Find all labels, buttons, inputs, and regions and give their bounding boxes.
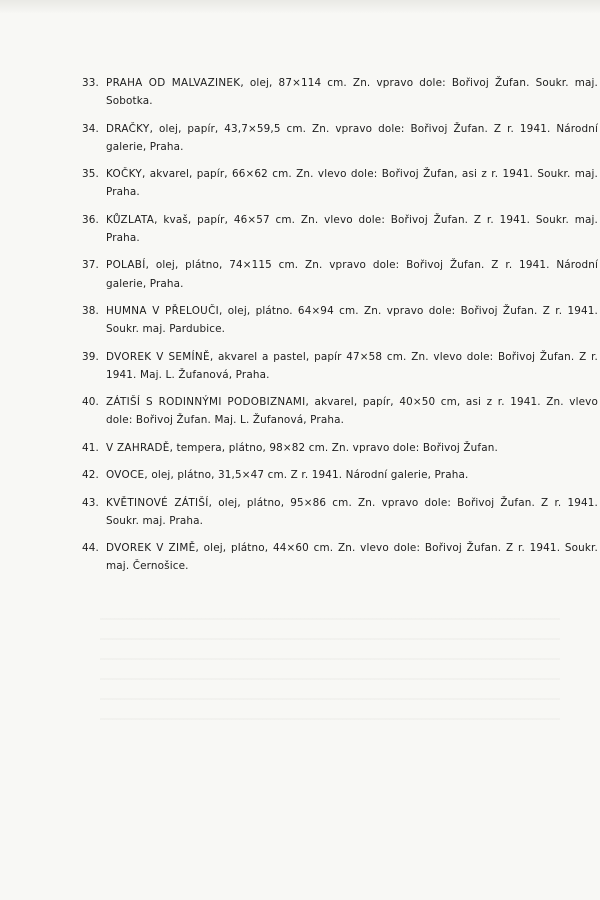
entry-number: 41. [82, 441, 99, 454]
catalog-entry-42 [82, 466, 598, 484]
catalog-entry-36 [82, 211, 598, 247]
entry-details: , kvaš, papír, 46×57 cm. Zn. vlevo dole: Bořivoj Žufan. Z r. 1941. Soukr. maj. Praha. [106, 213, 598, 244]
entry-title: V ZAHRADĚ [106, 441, 170, 454]
entry-details: , olej, plátno. 64×94 cm. Zn. vpravo dole: Bořivoj Žufan. Z r. 1941. Soukr. maj. Pardubice. [106, 304, 598, 336]
entry-number: 37. [82, 259, 99, 272]
entry-text [106, 74, 598, 110]
entry-details: , olej, papír, 43,7×59,5 cm. Zn. vpravo dole: Bořivoj Žufan. Z r. 1941. Národní galerie, Praha. [106, 122, 598, 153]
entry-title: KŮZLATA [106, 213, 155, 226]
entry-text [106, 302, 598, 338]
entry-text [106, 393, 598, 429]
catalog-list [82, 74, 598, 585]
page-top-edge [0, 0, 600, 14]
entry-details: , akvarel, papír, 40×50 cm, asi z r. 1941. Zn. vlevo dole: Bořivoj Žufan. Maj. L. Žufanová, Praha. [106, 396, 598, 427]
entry-number: 35. [82, 168, 99, 181]
catalog-entry-33 [82, 74, 598, 110]
entry-title: DVOREK V ZIMĚ [106, 542, 196, 555]
entry-text [106, 120, 598, 156]
entry-title: ZÁTIŠÍ S RODINNÝMI PODOBIZNAMI [106, 396, 306, 409]
catalog-entry-35 [82, 165, 598, 201]
entry-title: POLABÍ [106, 259, 146, 272]
entry-details: , olej, plátno, 95×86 cm. Zn. vpravo dole: Bořivoj Žufan. Z r. 1941. Soukr. maj. Praha. [106, 496, 598, 527]
entry-text [106, 256, 598, 292]
entry-text [106, 439, 598, 457]
entry-title: KVĚTINOVÉ ZÁTIŠÍ [106, 496, 209, 509]
catalog-entry-43 [82, 494, 598, 530]
entry-details: , olej, 87×114 cm. Zn. vpravo dole: Bořivoj Žufan. Soukr. maj. Sobotka. [106, 77, 598, 108]
catalog-entry-37 [82, 256, 598, 292]
entry-title: DRAČKY [106, 122, 150, 135]
entry-details: , tempera, plátno, 98×82 cm. Zn. vpravo dole: Bořivoj Žufan. [169, 441, 498, 454]
catalog-entry-39 [82, 348, 598, 384]
entry-details: , akvarel, papír, 66×62 cm. Zn. vlevo dole: Bořivoj Žufan, asi z r. 1941. Soukr. maj. Praha. [106, 168, 598, 199]
entry-title: DVOREK V SEMÍNĚ [106, 350, 210, 363]
entry-number: 36. [82, 213, 99, 226]
entry-number: 42. [82, 469, 99, 482]
entry-details: , olej, plátno, 74×115 cm. Zn. vpravo dole: Bořivoj Žufan. Z r. 1941. Národní galerie, Praha. [106, 259, 598, 290]
catalog-entry-44 [82, 539, 598, 575]
entry-title: OVOCE [106, 469, 145, 482]
catalog-entry-40 [82, 393, 598, 429]
entry-number: 34. [82, 122, 99, 135]
entry-text [106, 539, 598, 575]
entry-number: 33. [82, 77, 99, 89]
catalog-entry-41 [82, 439, 598, 457]
entry-text [106, 494, 598, 530]
entry-text [106, 348, 598, 384]
entry-number: 38. [82, 304, 99, 317]
entry-title: PRAHA OD MALVAZINEK [106, 77, 241, 89]
entry-text [106, 165, 598, 201]
entry-details: , akvarel a pastel, papír 47×58 cm. Zn. vlevo dole: Bořivoj Žufan. Z r. 1941. Maj. L. Žufanová, Praha. [106, 350, 599, 381]
entry-number: 39. [82, 350, 99, 363]
entry-number: 40. [82, 396, 99, 409]
show-through-texture [100, 600, 560, 720]
entry-text [106, 466, 598, 484]
entry-number: 43. [82, 496, 99, 509]
entry-details: , olej, plátno, 31,5×47 cm. Z r. 1941. Národní galerie, Praha. [144, 469, 469, 482]
entry-title: HUMNA V PŘELOUČI [106, 304, 220, 317]
entry-title: KOČKY [106, 168, 142, 181]
entry-number: 44. [82, 542, 99, 555]
entry-details: , olej, plátno, 44×60 cm. Zn. vlevo dole: Bořivoj Žufan. Z r. 1941. Soukr. maj. Černošice. [106, 542, 598, 573]
catalog-entry-34 [82, 120, 598, 156]
entry-text [106, 211, 598, 247]
catalog-entry-38 [82, 302, 598, 338]
